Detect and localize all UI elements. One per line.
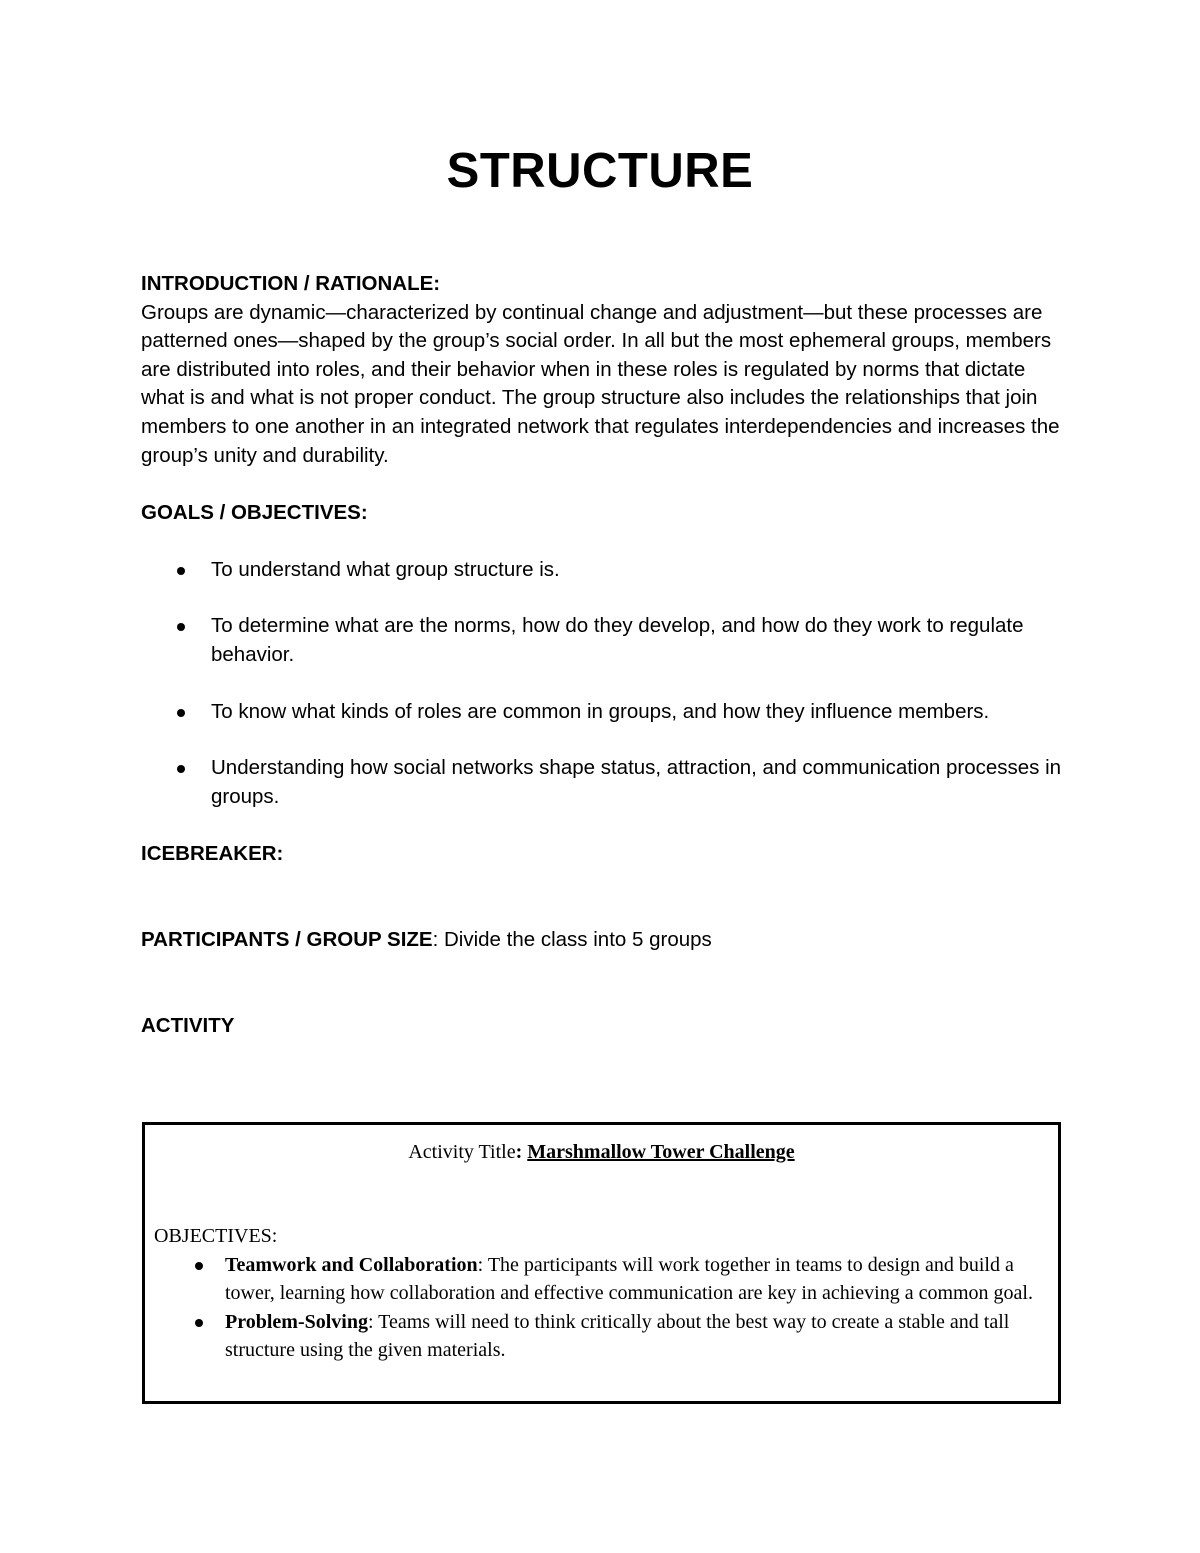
- introduction-text: Groups are dynamic—characterized by continual change and adjustment—but these processes are patterned ones—shaped by the group’s social order. In all but the most ephemeral groups, members are distributed into roles, and their behavior when in these roles is regulated by norms that dictate what is and what is not proper conduct. The group structure also includes the relationships that join members to one another in an integrated network that regulates interdependencies and increases the group’s unity and durability.: [141, 300, 1060, 467]
- document-body: [141, 270, 1071, 1040]
- participants-heading: PARTICIPANTS / GROUP SIZE: [141, 927, 433, 951]
- activity-heading: ACTIVITY: [141, 1013, 235, 1037]
- activity-objective-item: [154, 1308, 1044, 1365]
- goals-list-item: [141, 612, 1071, 669]
- goals-list: [141, 556, 1071, 812]
- goals-list-item: [141, 698, 1071, 727]
- bullet-icon: [177, 623, 185, 631]
- goals-list-item: [141, 754, 1071, 811]
- goal-text: To understand what group structure is.: [211, 557, 560, 581]
- objective-term: Teamwork and Collaboration: [225, 1253, 478, 1276]
- activity-objectives-heading: [154, 1222, 1044, 1251]
- bullet-icon: [195, 1319, 203, 1327]
- participants-text: : Divide the class into 5 groups: [432, 927, 712, 951]
- bullet-icon: [177, 709, 185, 717]
- activity-title: [145, 1138, 1058, 1167]
- activity-objective-item: [154, 1251, 1044, 1308]
- activity-title-label: Activity Title: [408, 1141, 516, 1163]
- goal-text: To know what kinds of roles are common in groups, and how they influence members.: [211, 699, 990, 723]
- participants-line: [141, 926, 1071, 955]
- objective-text: : Teams will need to think critically about the best way to create a stable and tall structure using the given materials.: [225, 1310, 1010, 1361]
- activity-objectives-label: OBJECTIVES: [154, 1225, 272, 1247]
- objective-term: Problem-Solving: [225, 1310, 368, 1333]
- goal-text: To determine what are the norms, how do they develop, and how do they work to regulate behavior.: [211, 614, 1024, 666]
- activity-title-value: Marshmallow Tower Challenge: [527, 1141, 795, 1163]
- objective-text: : The participants will work together in teams to design and build a tower, learning how collaboration and effective communication are key in achieving a common goal.: [225, 1253, 1033, 1304]
- goals-list-item: [141, 556, 1071, 585]
- activity-box: [142, 1122, 1061, 1404]
- goal-text: Understanding how social networks shape status, attraction, and communication processes in groups.: [211, 756, 1062, 808]
- document-title: STRUCTURE: [446, 144, 754, 198]
- activity-title-separator: :: [515, 1141, 528, 1163]
- icebreaker-heading: ICEBREAKER:: [141, 842, 284, 866]
- activity-objectives: [154, 1222, 1044, 1365]
- goals-heading: GOALS / OBJECTIVES:: [141, 501, 368, 525]
- activity-objectives-colon: :: [271, 1225, 278, 1247]
- bullet-icon: [177, 567, 185, 575]
- bullet-icon: [177, 765, 185, 773]
- bullet-icon: [195, 1262, 203, 1270]
- activity-objectives-list: [154, 1251, 1044, 1365]
- introduction-heading: INTRODUCTION / RATIONALE:: [141, 272, 441, 295]
